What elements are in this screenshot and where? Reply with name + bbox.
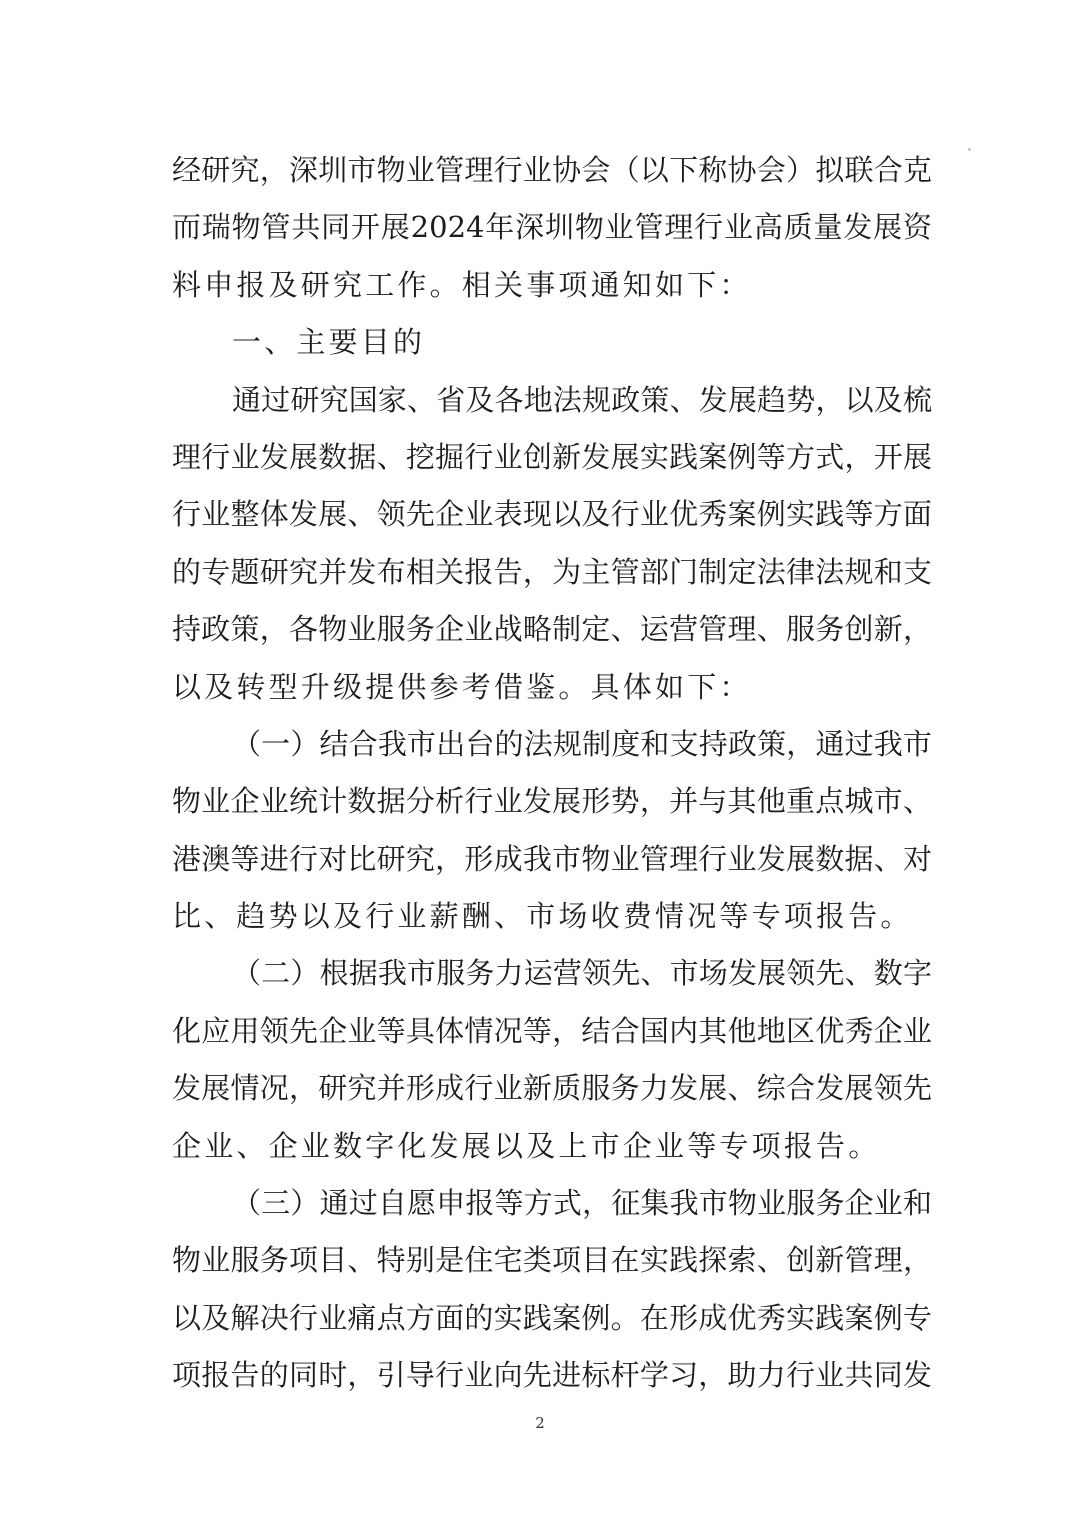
body-line: 物业企业统计数据分析行业发展形势，并与其他重点城市、 [172, 784, 932, 819]
scan-speck [968, 148, 971, 151]
body-line: 经研究，深圳市物业管理行业协会（以下称协会）拟联合克 [172, 153, 932, 187]
body-line: 发展情况，研究并形成行业新质服务力发展、综合发展领先 [172, 1071, 932, 1106]
body-line: 以及解决行业痛点方面的实践案例。在形成优秀实践案例专 [172, 1300, 932, 1335]
body-line: （三）通过自愿申报等方式，征集我市物业服务企业和 [232, 1186, 932, 1221]
body-line: 港澳等进行对比研究，形成我市物业管理行业发展数据、对 [172, 841, 932, 876]
body-line: 比、趋势以及行业薪酬、市场收费情况等专项报告。 [172, 899, 913, 934]
body-line: 而瑞物管共同开展2024年深圳物业管理行业高质量发展资 [172, 210, 932, 245]
body-line: 料申报及研究工作。相关事项通知如下： [172, 267, 752, 302]
section-heading: 一、主要目的 [232, 325, 426, 360]
body-line: 企业、企业数字化发展以及上市企业等专项报告。 [172, 1128, 881, 1163]
body-line: 化应用领先企业等具体情况等，结合国内其他地区优秀企业 [172, 1013, 932, 1048]
body-line: （一）结合我市出台的法规制度和支持政策，通过我市 [232, 726, 932, 761]
body-line: 持政策，各物业服务企业战略制定、运营管理、服务创新， [172, 612, 932, 647]
body-line: （二）根据我市服务力运营领先、市场发展领先、数字 [232, 956, 932, 991]
body-line: 物业服务项目、特别是住宅类项目在实践探索、创新管理， [172, 1243, 932, 1278]
page-number: 2 [535, 1414, 545, 1432]
body-line: 理行业发展数据、挖掘行业创新发展实践案例等方式，开展 [172, 439, 932, 474]
document-body [172, 142, 932, 1405]
body-line: 通过研究国家、省及各地法规政策、发展趋势，以及梳 [232, 382, 932, 417]
body-line: 行业整体发展、领先企业表现以及行业优秀案例实践等方面 [172, 497, 932, 532]
body-line: 的专题研究并发布相关报告，为主管部门制定法律法规和支 [172, 554, 932, 589]
body-line: 以及转型升级提供参考借鉴。具体如下： [172, 669, 752, 704]
body-line: 项报告的同时，引导行业向先进标杆学习，助力行业共同发 [172, 1358, 932, 1393]
